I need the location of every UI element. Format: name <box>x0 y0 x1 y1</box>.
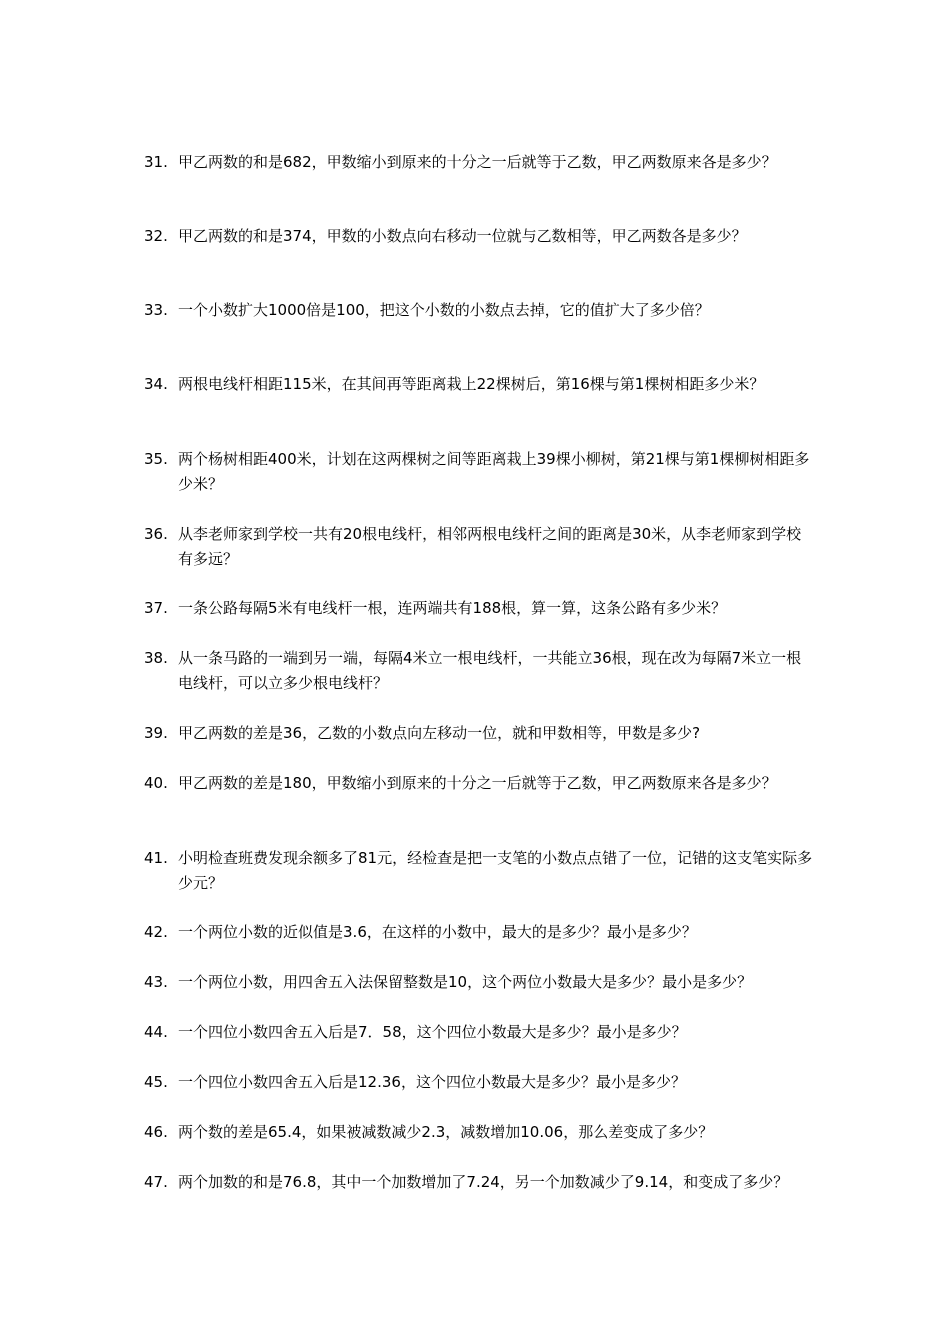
question-number: 32. <box>144 227 168 245</box>
question-number: 36. <box>144 525 168 543</box>
question-35 <box>144 447 814 497</box>
question-43 <box>144 970 814 995</box>
question-39 <box>144 721 814 746</box>
question-number: 41. <box>144 849 168 867</box>
question-text: 一条公路每隔5米有电线杆一根，连两端共有188根，算一算，这条公路有多少米？ <box>178 599 727 617</box>
question-36 <box>144 522 814 572</box>
question-41 <box>144 846 814 896</box>
question-text: 一个两位小数的近似值是3.6，在这样的小数中，最大的是多少？最小是多少？ <box>178 923 697 941</box>
question-number: 34. <box>144 375 168 393</box>
question-33 <box>144 298 814 323</box>
question-number: 35. <box>144 450 168 468</box>
question-number: 38. <box>144 649 168 667</box>
question-45 <box>144 1070 814 1095</box>
question-text: 小明检查班费发现余额多了81元，经检查是把一支笔的小数点点错了一位，记错的这支笔实际多少元？ <box>178 849 813 892</box>
question-34 <box>144 372 814 397</box>
question-32 <box>144 224 814 249</box>
question-37 <box>144 596 814 621</box>
question-number: 44. <box>144 1023 168 1041</box>
question-46 <box>144 1120 814 1145</box>
question-number: 43. <box>144 973 168 991</box>
question-number: 47. <box>144 1173 168 1191</box>
question-text: 一个两位小数，用四舍五入法保留整数是10，这个两位小数最大是多少？最小是多少？ <box>178 973 753 991</box>
question-number: 42. <box>144 923 168 941</box>
question-text: 甲乙两数的和是374，甲数的小数点向右移动一位就与乙数相等，甲乙两数各是多少？ <box>178 227 747 245</box>
question-text: 从一条马路的一端到另一端，每隔4米立一根电线杆，一共能立36根，现在改为每隔7米立一根电线杆，可以立多少根电线杆？ <box>178 649 802 692</box>
question-number: 46. <box>144 1123 168 1141</box>
question-text: 一个四位小数四舍五入后是12.36，这个四位小数最大是多少？最小是多少？ <box>178 1073 686 1091</box>
question-text: 甲乙两数的和是682，甲数缩小到原来的十分之一后就等于乙数，甲乙两数原来各是多少？ <box>178 153 777 171</box>
question-44 <box>144 1020 814 1045</box>
question-number: 45. <box>144 1073 168 1091</box>
question-number: 31. <box>144 153 168 171</box>
question-number: 37. <box>144 599 168 617</box>
question-text: 两根电线杆相距115米，在其间再等距离栽上22棵树后，第16棵与第1棵树相距多少米？ <box>178 375 765 393</box>
question-text: 一个小数扩大1000倍是100，把这个小数的小数点去掉，它的值扩大了多少倍？ <box>178 301 710 319</box>
question-text: 甲乙两数的差是180，甲数缩小到原来的十分之一后就等于乙数，甲乙两数原来各是多少？ <box>178 774 777 792</box>
question-42 <box>144 920 814 945</box>
question-text: 两个加数的和是76.8，其中一个加数增加了7.24，另一个加数减少了9.14，和变成了多少？ <box>178 1173 789 1191</box>
question-number: 33. <box>144 301 168 319</box>
question-number: 39. <box>144 724 168 742</box>
question-31 <box>144 150 814 175</box>
question-40 <box>144 771 814 796</box>
question-38 <box>144 646 814 696</box>
question-number: 40. <box>144 774 168 792</box>
question-text: 从李老师家到学校一共有20根电线杆，相邻两根电线杆之间的距离是30米，从李老师家到学校有多远？ <box>178 525 802 568</box>
question-text: 两个数的差是65.4，如果被减数减少2.3，减数增加10.06，那么差变成了多少？ <box>178 1123 714 1141</box>
question-text: 两个杨树相距400米，计划在这两棵树之间等距离栽上39棵小柳树，第21棵与第1棵柳树相距多少米？ <box>178 450 810 493</box>
question-text: 甲乙两数的差是36，乙数的小数点向左移动一位，就和甲数相等，甲数是多少? <box>178 724 701 742</box>
question-text: 一个四位小数四舍五入后是7．58，这个四位小数最大是多少？最小是多少？ <box>178 1023 687 1041</box>
question-47 <box>144 1170 814 1195</box>
